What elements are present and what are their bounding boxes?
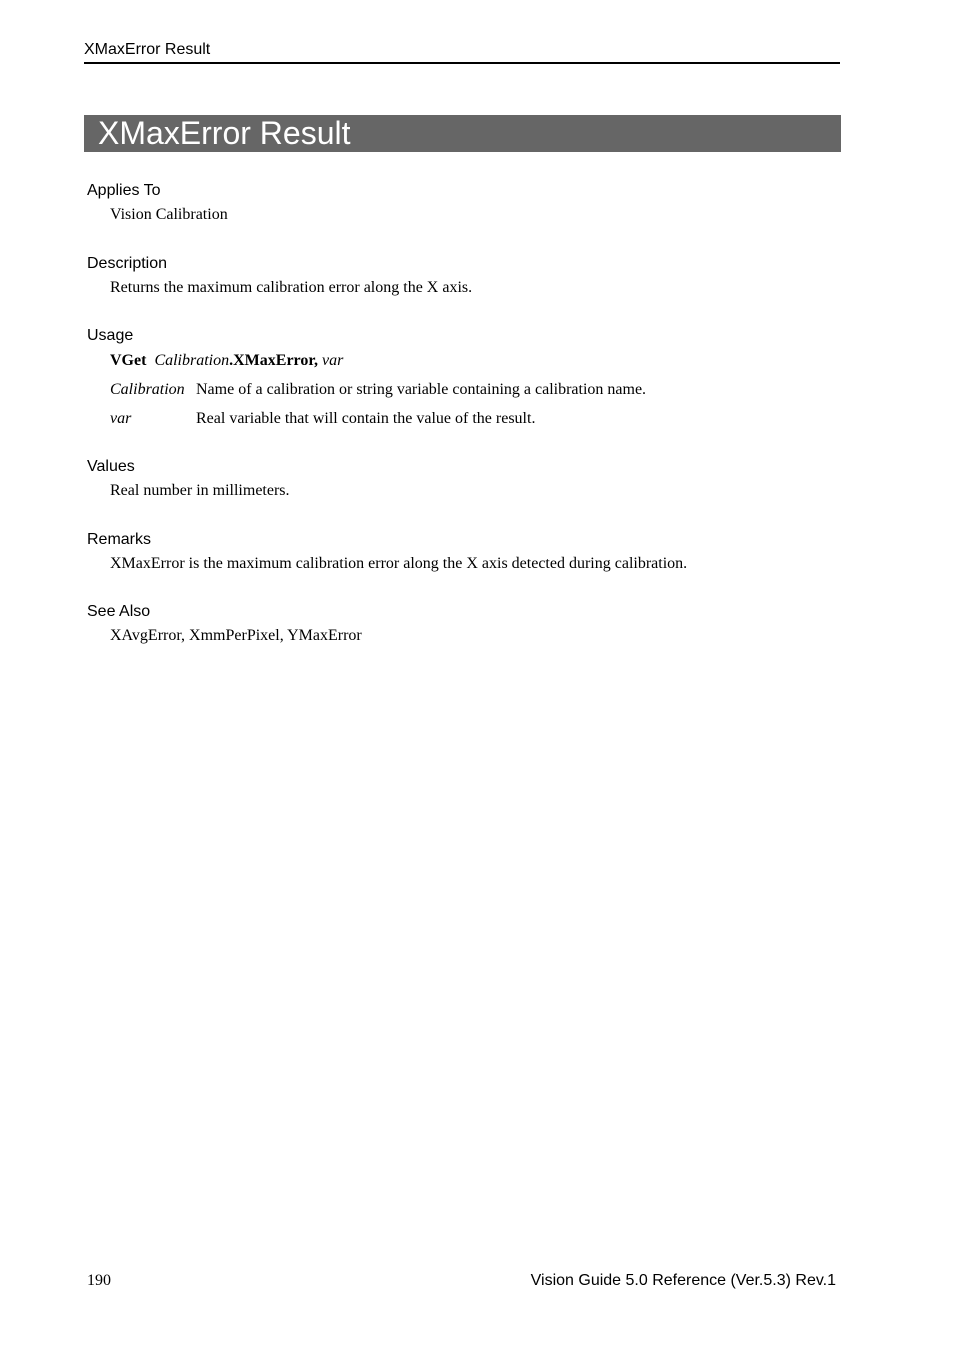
param-name: Calibration — [110, 381, 185, 398]
applies-to-text: Vision Calibration — [110, 206, 228, 223]
remarks-text: XMaxError is the maximum calibration error along the X axis detected during calibration. — [110, 555, 688, 572]
heading-remarks: Remarks — [87, 531, 152, 548]
syntax-variable: var — [322, 352, 344, 369]
page-title: XMaxError Result — [84, 115, 841, 152]
param-name: var — [110, 410, 132, 427]
usage-syntax — [110, 351, 343, 371]
param-description: Real variable that will contain the value of the result. — [196, 410, 536, 427]
syntax-property: .XMaxError, — [229, 352, 318, 369]
heading-see-also: See Also — [87, 603, 151, 620]
page-number: 190 — [87, 1272, 111, 1289]
values-text: Real number in millimeters. — [110, 482, 290, 499]
running-header: XMaxError Result — [84, 40, 840, 64]
heading-usage: Usage — [87, 327, 134, 344]
param-description: Name of a calibration or string variable containing a calibration name. — [196, 381, 647, 398]
footer-doc-title: Vision Guide 5.0 Reference (Ver.5.3) Rev.1 — [530, 1272, 836, 1289]
syntax-object: Calibration — [154, 352, 230, 369]
heading-description: Description — [87, 255, 168, 272]
syntax-keyword: VGet — [110, 352, 147, 369]
heading-values: Values — [87, 458, 135, 475]
heading-applies-to: Applies To — [87, 182, 161, 199]
description-text: Returns the maximum calibration error along the X axis. — [110, 279, 473, 296]
see-also-text: XAvgError, XmmPerPixel, YMaxError — [110, 627, 362, 644]
